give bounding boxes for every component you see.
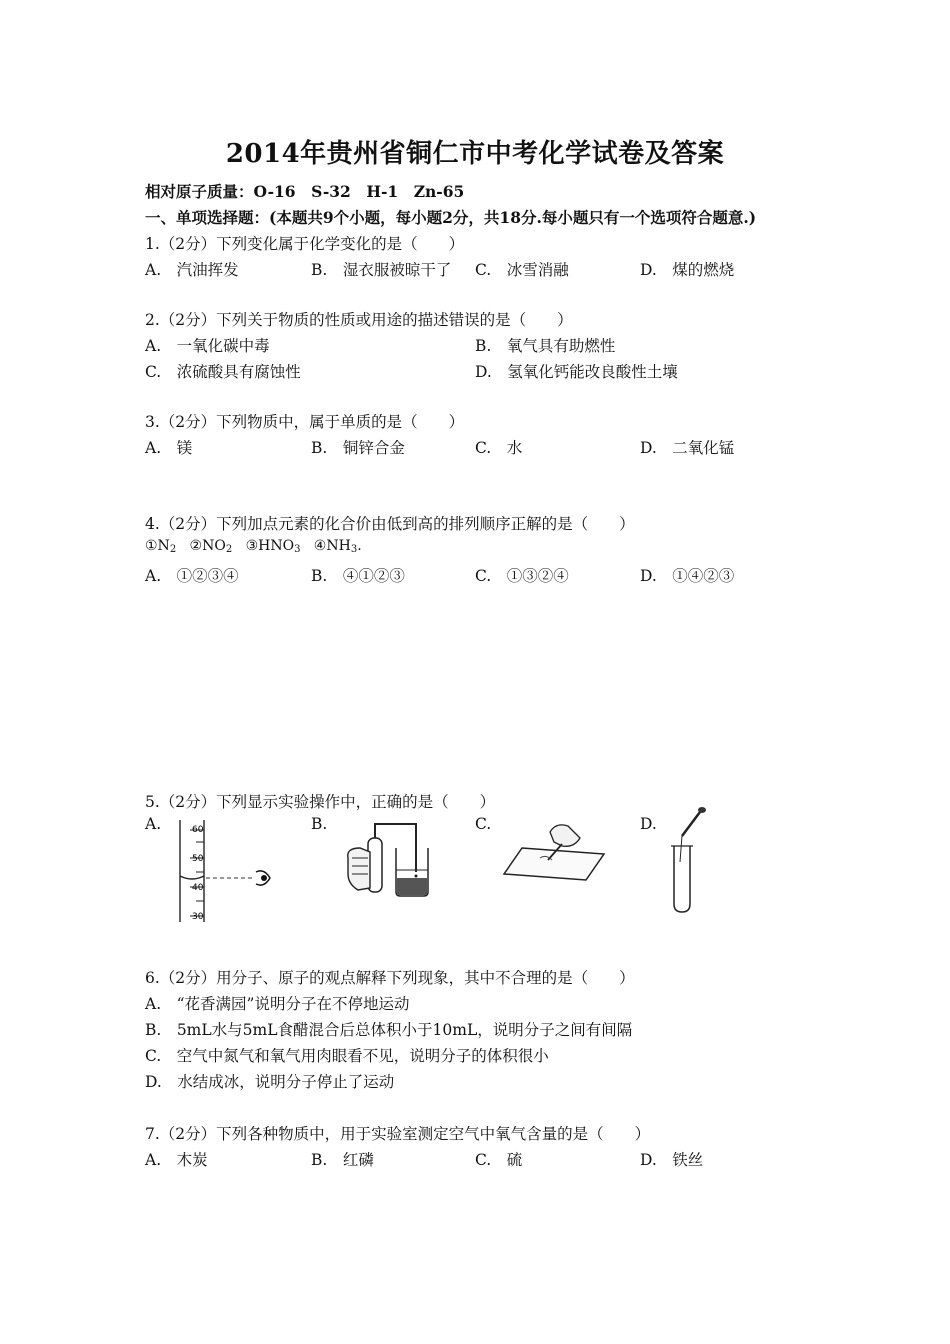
q4-item-4-sub: 3 <box>350 544 358 555</box>
dropper-icon <box>682 812 700 836</box>
q3-option-d: D. 二氧化锰 <box>640 439 735 457</box>
q4-item-1-sub: 2 <box>169 544 177 555</box>
q4-formula-list <box>145 538 362 555</box>
q2-option-b: B. 氧气具有助燃性 <box>475 337 616 355</box>
airtightness-check-figure <box>340 818 440 900</box>
q1-stem: 1.（2分）下列变化属于化学变化的是（ ） <box>145 235 465 253</box>
q3-option-b: B. 铜锌合金 <box>311 439 405 457</box>
q5-option-d: D. <box>640 815 657 833</box>
q1-option-a: A. 汽油挥发 <box>145 261 239 279</box>
q6-option-d: D. 水结成冰，说明分子停止了运动 <box>145 1073 395 1091</box>
hand-icon <box>550 825 580 846</box>
cylinder-tick-30: 30 <box>192 912 204 922</box>
q1-option-d: D. 煤的燃烧 <box>640 261 735 279</box>
q2-option-d: D. 氢氧化钙能改良酸性土壤 <box>475 363 678 381</box>
dropper-test-tube-figure <box>660 806 710 914</box>
q4-option-d: D. ①④②③ <box>640 567 735 585</box>
q6-option-b: B. 5mL水与5mL食醋混合后总体积小于10mL，说明分子之间有间隔 <box>145 1021 633 1039</box>
q2-option-c: C. 浓硫酸具有腐蚀性 <box>145 363 301 381</box>
q1-option-b: B. 湿衣服被晾干了 <box>311 261 452 279</box>
q5-option-c: C. <box>475 815 492 833</box>
q4-item-2: ②NO <box>189 538 226 554</box>
q7-option-a: A. 木炭 <box>145 1151 208 1169</box>
q4-item-3: ③HNO <box>245 538 295 554</box>
paper-test-figure <box>500 818 610 884</box>
q5-option-b: B. <box>311 815 328 833</box>
q3-option-c: C. 水 <box>475 439 523 457</box>
q6-option-c: C. 空气中氮气和氧气用肉眼看不见，说明分子的体积很小 <box>145 1047 549 1065</box>
q7-option-c: C. 硫 <box>475 1151 523 1169</box>
hand-icon <box>348 848 370 890</box>
q6-option-a: A. “花香满园”说明分子在不停地运动 <box>145 995 410 1013</box>
cylinder-tick-50: 50 <box>192 854 204 864</box>
q4-item-1: ①N <box>145 538 170 554</box>
q4-item-4: ④NH <box>313 538 351 554</box>
q4-item-end: . <box>357 538 362 554</box>
q7-option-d: D. 铁丝 <box>640 1151 704 1169</box>
q6-stem: 6.（2分）用分子、原子的观点解释下列现象，其中不合理的是（ ） <box>145 969 635 987</box>
page-title: 2014年贵州省铜仁市中考化学试卷及答案 <box>225 139 725 169</box>
q4-item-2-sub: 2 <box>225 544 233 555</box>
q2-option-a: A. 一氧化碳中毒 <box>145 337 270 355</box>
q5-option-a: A. <box>145 815 162 833</box>
cylinder-tick-60: 60 <box>192 825 204 835</box>
q3-stem: 3.（2分）下列物质中，属于单质的是（ ） <box>145 413 465 431</box>
q1-option-c: C. 冰雪消融 <box>475 261 569 279</box>
q3-option-a: A. 镁 <box>145 439 193 457</box>
q4-option-c: C. ①③②④ <box>475 567 569 585</box>
q4-option-b: B. ④①②③ <box>311 567 405 585</box>
q4-stem: 4.（2分）下列加点元素的化合价由低到高的排列顺序正解的是（ ） <box>145 515 635 533</box>
atomic-mass-note: 相对原子质量：O-16 S-32 H-1 Zn-65 <box>145 182 465 201</box>
section-heading: 一、单项选择题：(本题共9个小题，每小题2分，共18分.每小题只有一个选项符合题意.) <box>145 208 757 227</box>
q7-option-b: B. 红磷 <box>311 1151 374 1169</box>
graduated-cylinder-figure <box>170 818 290 926</box>
cylinder-tick-40: 40 <box>192 883 204 893</box>
q2-stem: 2.（2分）下列关于物质的性质或用途的描述错误的是（ ） <box>145 311 573 329</box>
q5-stem: 5.（2分）下列显示实验操作中，正确的是（ ） <box>145 793 496 811</box>
q7-stem: 7.（2分）下列各种物质中，用于实验室测定空气中氧气含量的是（ ） <box>145 1125 651 1143</box>
q4-option-a: A. ①②③④ <box>145 567 239 585</box>
q4-item-3-sub: 3 <box>294 544 301 555</box>
